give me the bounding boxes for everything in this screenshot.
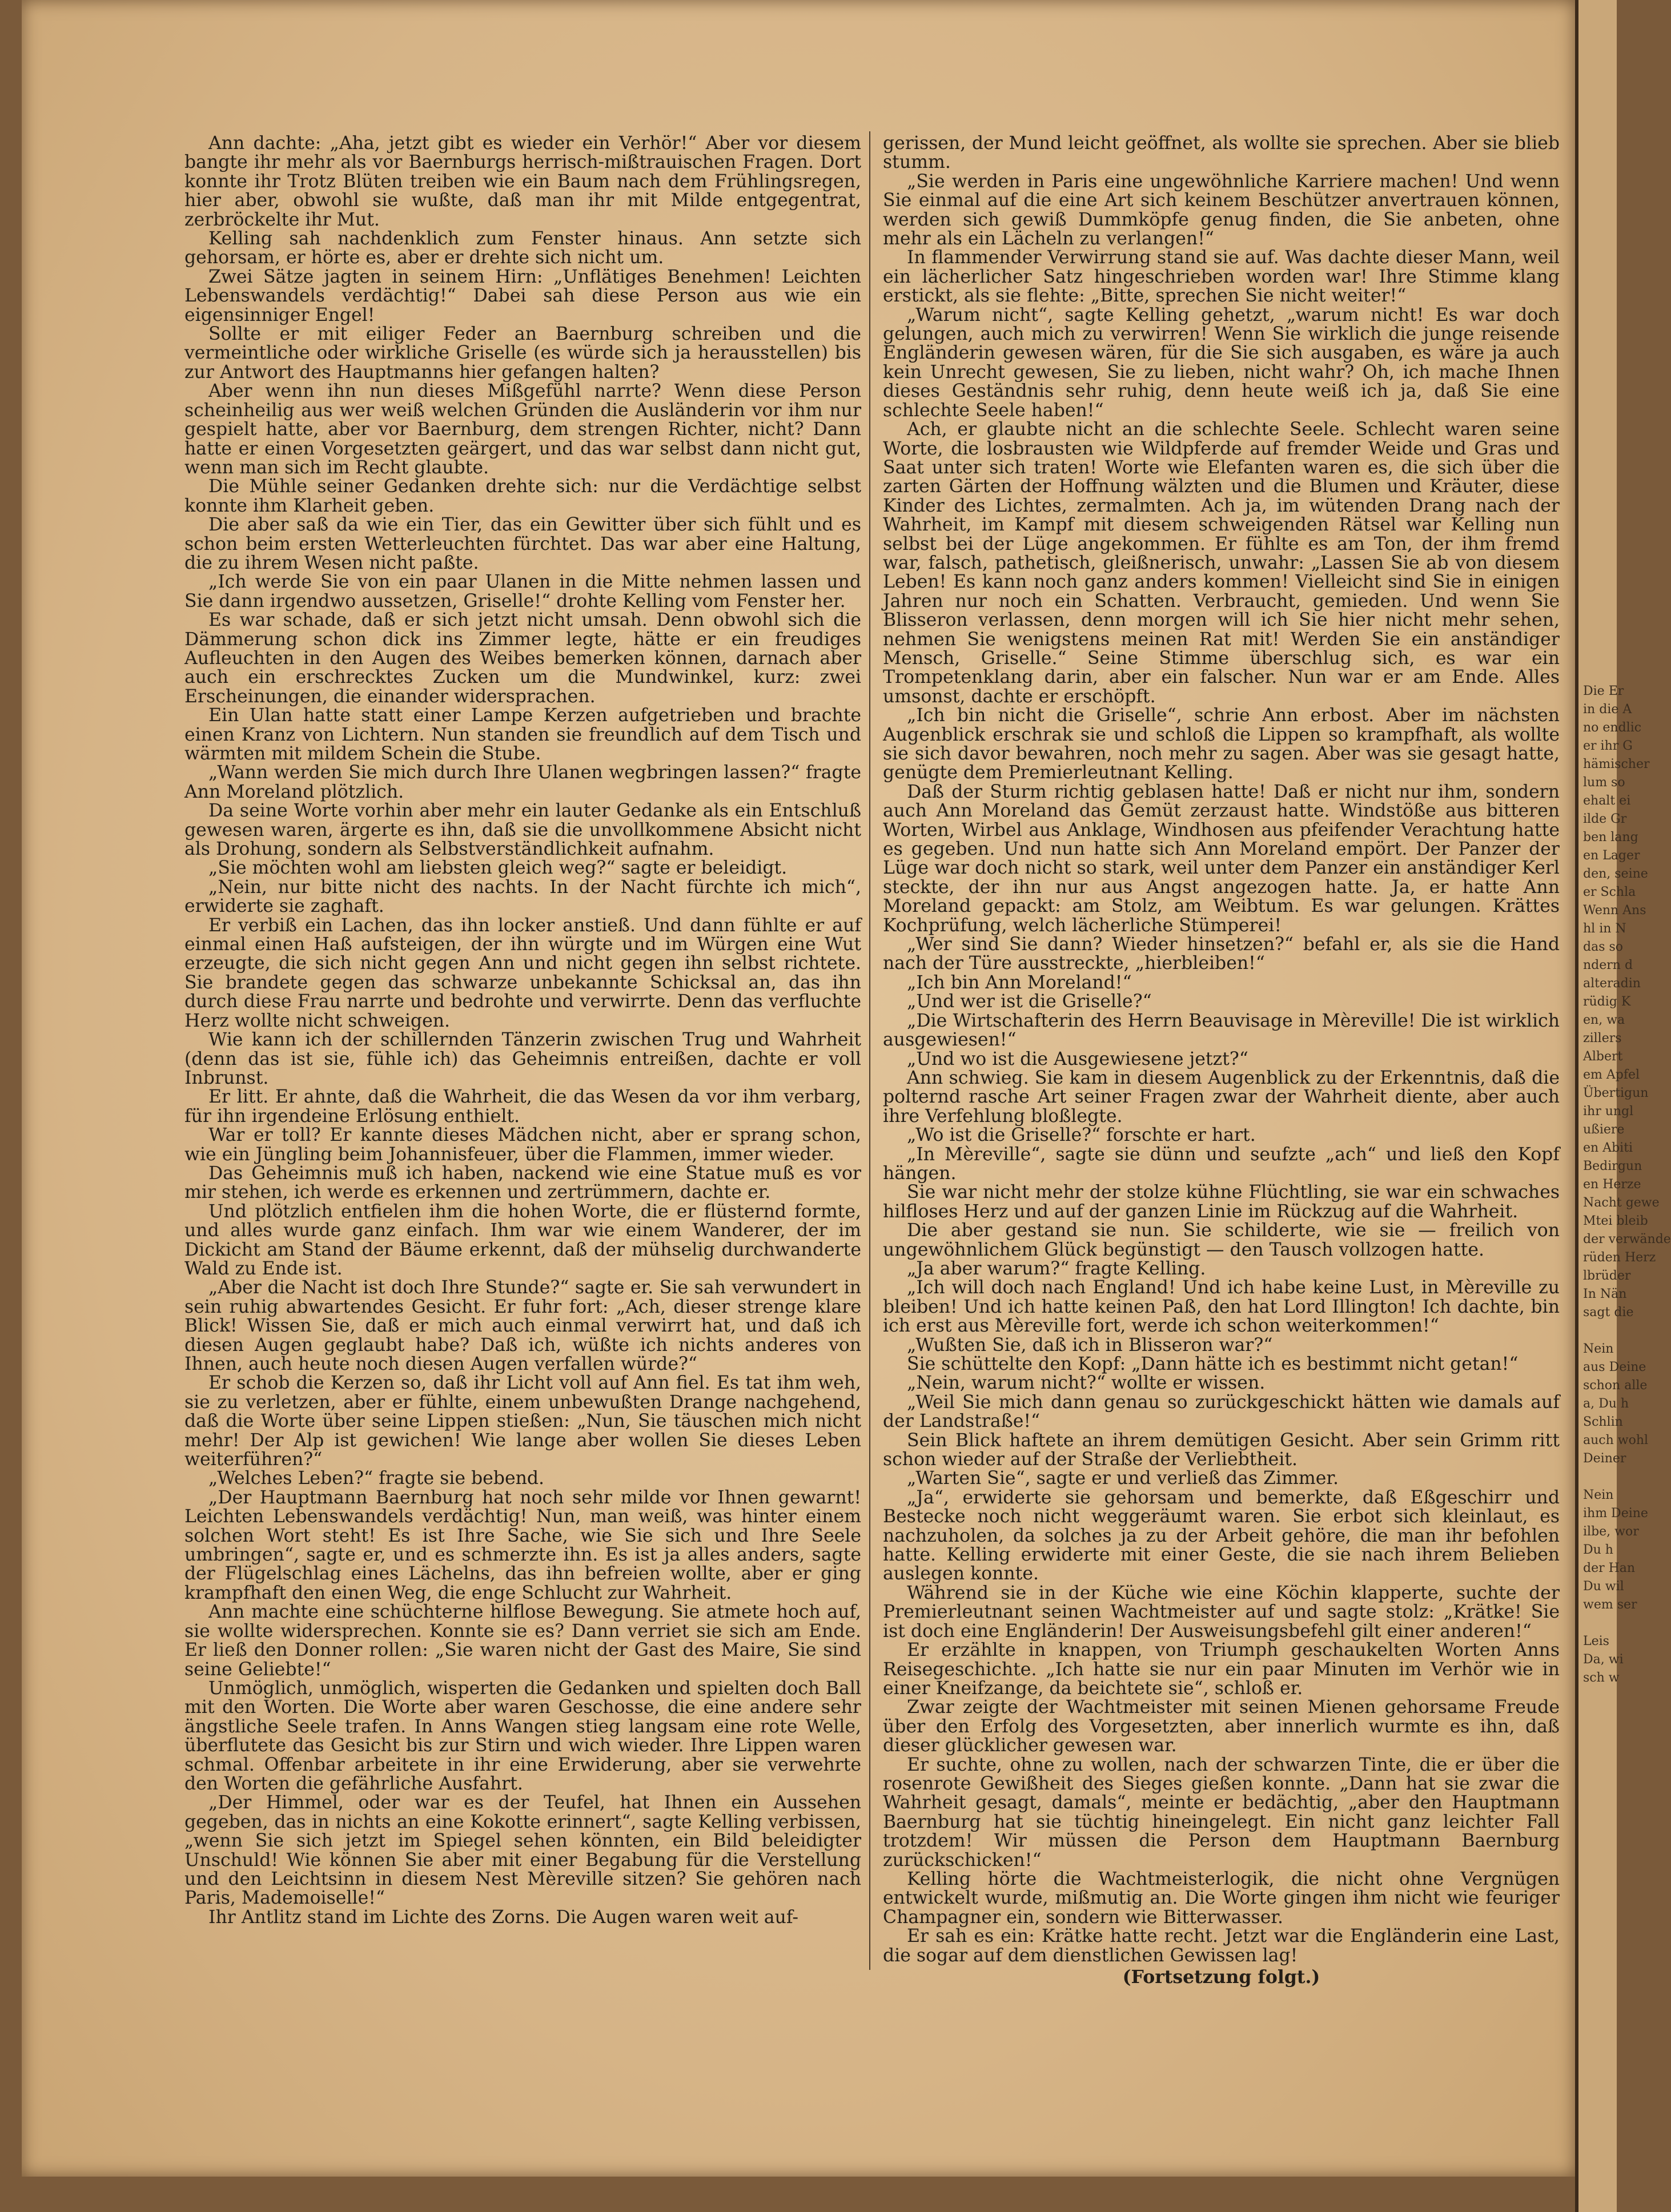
fragment-line: zillers <box>1583 1031 1622 1045</box>
fragment-line: rüden Herz <box>1583 1250 1656 1265</box>
paragraph: „Wann werden Sie mich durch Ihre Ulanen wegbringen lassen?“ fragte Ann Moreland plötzlich. <box>184 762 861 802</box>
paragraph: Während sie in der Küche wie eine Köchin klapperte, suchte der Premierleutnant seinen Wachtmeister auf und sagte stolz: „Krätke! Sie ist doch eine Engländerin! Der Ausweisungsbefehl gilt einer anderen!“ <box>883 1582 1560 1642</box>
paragraph: „Der Hauptmann Baernburg hat noch sehr milde vor Ihnen gewarnt! Leichten Lebenswandels verdächtig! Nun, man weiß, was hinter einem solchen Wort steht! Es ist Ihre Sache, wie Sie sich und Ihre Seele umbringen“, sagte er, und es schmerzte ihn. Es ist ja alles anders, sagte der Flügelschlag eines Lächelns, das ihn befreien wollte, aber er ging krampfhaft den einen Weg, die enge Schlucht zur Wahrheit. <box>184 1487 861 1603</box>
fragment-line: Bedirgun <box>1583 1159 1642 1173</box>
paragraph: gerissen, der Mund leicht geöffnet, als wollte sie sprechen. Aber sie blieb stumm. <box>883 133 1560 173</box>
paragraph: „Sie werden in Paris eine ungewöhnliche Karriere machen! Und wenn Sie einmal auf die eine Art sich keinem Beschützer anvertrauen können, werden sich gewiß Dummköpfe genug finden, die Sie anbeten, ohne mehr als ein Lächeln zu verlangen!“ <box>883 171 1560 250</box>
paragraph: War er toll? Er kannte dieses Mädchen nicht, aber er sprang schon, wie ein Jüngling beim Johannisfeuer, über die Flammen, immer wieder. <box>184 1125 861 1165</box>
fragment-line: Da, wi <box>1583 1652 1624 1667</box>
fragment-line: wem ser <box>1583 1598 1637 1612</box>
continuation-note: (Fortsetzung folgt.) <box>1122 1966 1320 1988</box>
fragment-line: Wenn Ans <box>1583 903 1646 918</box>
paragraph: Er suchte, ohne zu wollen, nach der schwarzen Tinte, die er über die rosenrote Gewißheit des Sieges gießen konnte. „Dann hat sie zwar die Wahrheit gesagt, damals“, meinte er bedächtig, „aber den Hauptmann Baernburg hat sie tüchtig hineingelegt. Ein nicht ganz leichter Fall trotzdem! Wir müssen die Person dem Hauptmann Baernburg zurückschicken!“ <box>883 1754 1560 1871</box>
paragraph: Zwei Sätze jagten in seinem Hirn: „Unflätiges Benehmen! Leichten Lebenswandels verdächtig!“ Dabei sah diese Person aus wie ein eigensinniger Engel! <box>184 266 861 325</box>
fragment-line: Du h <box>1583 1543 1613 1557</box>
paragraph: Sie schüttelte den Kopf: „Dann hätte ich es bestimmt nicht getan!“ <box>907 1354 1519 1374</box>
fragment-line: no endlic <box>1583 721 1642 735</box>
fragment-line: In Nän <box>1583 1287 1627 1301</box>
adjacent-page-text-fragments <box>1583 682 1671 1687</box>
fragment-line: hämischer <box>1583 757 1650 771</box>
paragraph: Sein Blick haftete an ihrem demütigen Gesicht. Aber sein Grimm ritt schon wieder auf der Straße der Verliebtheit. <box>883 1430 1560 1470</box>
fragment-line: Nacht gewe <box>1583 1196 1660 1210</box>
paragraph: „Ich bin nicht die Griselle“, schrie Ann erbost. Aber im nächsten Augenblick erschrak sie und schloß die Lippen so krampfhaft, als wollte sie sich davor bewahren, noch mehr zu sagen. Aber was sie gesagt hatte, genügte dem Premierleutnant Kelling. <box>883 705 1560 783</box>
paragraph: Aber wenn ihn nun dieses Mißgefühl narrte? Wenn diese Person scheinheilig aus wer weiß welchen Gründen die Ausländerin vor ihm nur gespielt hatte, aber vor Baernburg, dem strengen Richter, nicht? Dann hatte er einen Vorgesetzten geärgert, und das war selbst dann nicht gut, wenn man sich im Recht glaubte. <box>184 381 861 478</box>
paragraph: Und plötzlich entfielen ihm die hohen Worte, die er flüsternd formte, und alles wurde ganz einfach. Ihm war wie einem Wanderer, der im Dickicht am Stand der Bäume erkennt, daß der mühselig durchwanderte Wald zu Ende ist. <box>184 1201 861 1279</box>
paragraph: „Nein, warum nicht?“ wollte er wissen. <box>907 1373 1266 1394</box>
paragraph: „Wußten Sie, daß ich in Blisseron war?“ <box>907 1334 1273 1356</box>
paragraph: Er schob die Kerzen so, daß ihr Licht voll auf Ann fiel. Es tat ihm weh, sie zu verletzen, aber er fühlte, einem unbewußten Drange nachgehend, daß die Worte über seine Lippen stießen: „Nun, Sie täuschen mich nicht mehr! Der Alp ist gewichen! Wie lange aber wollen Sie dieses Leben weiterführen?“ <box>184 1373 861 1470</box>
paragraph: „Warten Sie“, sagte er und verließ das Zimmer. <box>907 1468 1339 1489</box>
fragment-line: alteradin <box>1583 976 1641 991</box>
paragraph: „Weil Sie mich dann genau so zurückgeschickt hätten wie damals auf der Landstraße!“ <box>883 1391 1560 1432</box>
fragment-line: Nein <box>1583 1488 1614 1502</box>
fragment-line: sagt die <box>1583 1305 1634 1320</box>
paragraph: „Die Wirtschafterin des Herrn Beauvisage in Mèreville! Die ist wirklich ausgewiesen!“ <box>883 1010 1560 1051</box>
fragment-line: Mtei bleib <box>1583 1214 1648 1228</box>
paragraph: „Aber die Nacht ist doch Ihre Stunde?“ sagte er. Sie sah verwundert in sein ruhig abwartendes Gesicht. Er fuhr fort: „Ach, dieser strenge klare Blick! Wissen Sie, daß er mich auch einmal verwirrt hat, und daß ich diesen Augen geglaubt habe? Daß ich, wüßte ich nichts anderes von Ihnen, auch heute noch diesen Augen verfallen würde?“ <box>184 1277 861 1374</box>
fragment-line: Schlin <box>1583 1415 1623 1429</box>
paragraph: „Und wo ist die Ausgewiesene jetzt?“ <box>907 1048 1248 1069</box>
fragment-line: en Abiti <box>1583 1141 1633 1155</box>
paragraph: „Ich bin Ann Moreland!“ <box>907 972 1132 993</box>
paragraph: „Ich werde Sie von ein paar Ulanen in die Mitte nehmen lassen und Sie dann irgendwo aussetzen, Griselle!“ drohte Kelling vom Fenster her. <box>184 572 861 612</box>
fragment-line: Die Er <box>1583 684 1624 698</box>
paragraph: Ein Ulan hatte statt einer Lampe Kerzen aufgetrieben und brachte einen Kranz von Lichtern. Nun standen sie freundlich auf dem Tisch und wärmten mit mildem Schein die Stube. <box>184 705 861 764</box>
fragment-line: Deiner <box>1583 1451 1626 1466</box>
fragment-line <box>1583 1614 1617 1632</box>
paragraph: Da seine Worte vorhin aber mehr ein lauter Gedanke als ein Entschluß gewesen waren, ärgerte es ihn, daß sie die unvollkommene Absicht nicht als Drohung, sondern als Selbstverständlichkeit aufnahm. <box>184 801 861 860</box>
column-divider <box>869 131 870 1970</box>
fragment-line: der Han <box>1583 1561 1636 1575</box>
fragment-line: ndern d <box>1583 958 1633 972</box>
paragraph: Daß der Sturm richtig geblasen hatte! Daß er nicht nur ihm, sondern auch Ann Moreland das Gemüt zerzaust hatte. Windstöße aus bitteren Worten, Wirbel aus Anklage, Windhosen aus pfeifender Verachtung hatte es gegeben. Und nun hatte sich Ann Moreland empört. Der Panzer der Lüge war doch nicht so stark, weil unter dem Panzer ein anständiger Kerl steckte, der ihn nur aus Angst angezogen hatte. Ja, er hatte Ann Moreland gepackt: am Stolz, am Weibtum. Es war gelungen. Krättes Kochprüfung, welch lächerliche Stümperei! <box>883 781 1560 936</box>
paragraph: Er sah es ein: Krätke hatte recht. Jetzt war die Engländerin eine Last, die sogar auf dem dienstlichen Gewissen lag! <box>883 1926 1560 1966</box>
fragment-line: hl in N <box>1583 922 1626 936</box>
paragraph: Er verbiß ein Lachen, das ihn locker anstieß. Und dann fühlte er auf einmal einen Haß aufsteigen, der ihn würgte und im Würgen eine Wut erzeugte, die sich nicht gegen Ann und nicht gegen ihn selbst richtete. Sie brandete gegen das schwarze unbekannte Schicksal an, das ihn durch diese Frau narrte und bedrohte und verwirrte. Denn das verfluchte Herz wollte nicht schweigen. <box>184 915 861 1031</box>
paragraph: „Sie möchten wohl am liebsten gleich weg?“ sagte er beleidigt. <box>208 858 788 879</box>
fragment-line: schon alle <box>1583 1378 1648 1393</box>
paragraph: Sollte er mit eiliger Feder an Baernburg schreiben und die vermeintliche oder wirkliche Griselle (es würde sich ja herausstellen) bis zur Antwort des Hauptmanns hier gefangen halten? <box>184 324 861 383</box>
fragment-line: en Herze <box>1583 1177 1641 1192</box>
fragment-line: er Schla <box>1583 885 1636 899</box>
fragment-line: den, seine <box>1583 867 1648 881</box>
paragraph: Ann schwieg. Sie kam in diesem Augenblick zu der Erkenntnis, daß die polternd rasche Art seiner Fragen zwar der Wahrheit diente, aber auch ihre Verfehlung bloßlegte. <box>883 1067 1560 1127</box>
paragraph: Er litt. Er ahnte, daß die Wahrheit, die das Wesen da vor ihm verbarg, für ihn irgendeine Erlösung enthielt. <box>184 1087 861 1127</box>
fragment-line: ußiere <box>1583 1123 1625 1137</box>
paragraph: „Der Himmel, oder war es der Teufel, hat Ihnen ein Aussehen gegeben, das in nichts an eine Kokotte erinnert“, sagte Kelling verbissen, „wenn Sie sich jetzt im Spiegel sehen könnten, ein Bild beleidigter Unschuld! Wie können Sie aber mit einer Begabung für die Verstellung und den Leichtsinn in diesem Nest Mèreville sitzen? Sie gehören nach Paris, Mademoiselle!“ <box>184 1792 861 1909</box>
fragment-line: aus Deine <box>1583 1360 1646 1374</box>
fragment-line: er ihr G <box>1583 739 1633 753</box>
paragraph: Ann dachte: „Aha, jetzt gibt es wieder ein Verhör!“ Aber vor diesem bangte ihr mehr als vor Baernburgs herrisch-mißtrauischen Fragen. Dort konnte ihr Trotz Blüten treiben wie ein Baum nach dem Frühlingsregen, hier aber, obwohl sie wußte, daß man ihr mit Milde entgegentrat, zerbröckelte ihr Mut. <box>184 133 861 230</box>
fragment-line: Du wil <box>1583 1579 1624 1594</box>
fragment-line: rüdig K <box>1583 995 1631 1009</box>
paragraph: „Welches Leben?“ fragte sie bebend. <box>208 1468 545 1489</box>
fragment-line: lbrüder <box>1583 1269 1631 1283</box>
paragraph: Zwar zeigte der Wachtmeister mit seinen Mienen gehorsame Freude über den Erfolg des Vorgesetzten, aber innerlich wurmte es ihn, daß dieser glücklicher gewesen war. <box>883 1697 1560 1756</box>
fragment-line: en Lager <box>1583 848 1640 863</box>
fragment-line: ben lang <box>1583 830 1638 844</box>
fragment-line <box>1583 1322 1617 1340</box>
adjacent-page-edge <box>1575 0 1671 2212</box>
paragraph: „Wo ist die Griselle?“ forschte er hart. <box>907 1125 1256 1146</box>
fragment-line: das so <box>1583 940 1624 954</box>
fragment-line: ihm Deine <box>1583 1506 1648 1521</box>
right-text-column <box>883 134 1560 1986</box>
paragraph: „Warum nicht“, sagte Kelling gehetzt, „warum nicht! Es war doch gelungen, auch mich zu verwirren! Wenn Sie wirklich die junge reisende Engländerin gewesen wären, für die Sie sich ausgaben, es wäre ja auch kein Unrecht gewesen, Sie zu lieben, nicht wahr? Oh, ich mache Ihnen dieses Geständnis sehr ruhig, denn heute weiß ich ja, daß Sie eine schlechte Seele haben!“ <box>883 304 1560 421</box>
paragraph: Wie kann ich der schillernden Tänzerin zwischen Trug und Wahrheit (denn das ist sie, fühle ich) das Geheimnis entreißen, dachte er voll Inbrunst. <box>184 1029 861 1088</box>
paragraph: Ihr Antlitz stand im Lichte des Zorns. Die Augen waren weit auf- <box>208 1907 799 1928</box>
fragment-line: en, wa <box>1583 1013 1625 1027</box>
fragment-line: Leis <box>1583 1634 1609 1648</box>
paragraph: „Nein, nur bitte nicht des nachts. In der Nacht fürchte ich mich“, erwiderte sie zaghaft. <box>184 876 861 917</box>
paragraph: Die aber saß da wie ein Tier, das ein Gewitter über sich fühlt und es schon beim ersten Wetterleuchten fürchtet. Das war aber eine Haltung, die zu ihrem Wesen nicht paßte. <box>184 514 861 573</box>
paragraph: Ach, er glaubte nicht an die schlechte Seele. Schlecht waren seine Worte, die losbrausten wie Wildpferde auf fremder Weide und Gras und Saat unter sich traten! Worte wie Elefanten waren es, die sich über die zarten Gärten der Hoffnung wälzten und die Blumen und Kräuter, diese Kinder des Lichtes, zermalmten. Ach ja, im wütenden Drang nach der Wahrheit, im Kampf mit diesem schweigenden Rätsel war Kelling nun selbst bei der Lüge angekommen. Er fühlte es am Ton, der ihm fremd war, falsch, pathetisch, gleißnerisch, unwahr: „Lassen Sie ab von diesem Leben! Es kann noch ganz anders kommen! Vielleicht sind Sie in einigen Jahren nur noch ein Schatten. Verbraucht, gemieden. Und wenn Sie Blisseron verlassen, denn morgen will ich Sie hier nicht mehr sehen, nehmen Sie wenigstens meinen Rat mit! Werden Sie ein anständiger Mensch, Griselle.“ Seine Stimme überschlug sich, es war ein Trompetenklang darin, aber ein falscher. Nun war er am Ende. Alles umsonst, dachte er erschöpft. <box>883 419 1560 707</box>
fragment-line: in die A <box>1583 702 1632 717</box>
fragment-line: der verwände <box>1583 1232 1671 1246</box>
fragment-line: Albert <box>1583 1049 1623 1064</box>
paragraph: Unmöglich, unmöglich, wisperten die Gedanken und spielten doch Ball mit den Worten. Die Worte aber waren Geschosse, die eine andere sehr ängstliche Seele trafen. In Anns Wangen stieg langsam eine rote Welle, überflutete das Gesicht bis zur Stirn und wich wieder. Ihre Lippen waren schmal. Offenbar arbeitete in ihr eine Erwiderung, aber sie verwehrte den Worten die gefährliche Ausfahrt. <box>184 1678 861 1794</box>
fragment-line: Nein <box>1583 1342 1614 1356</box>
paragraph: „Ich will doch nach England! Und ich habe keine Lust, in Mèreville zu bleiben! Und ich hatte keinen Paß, den hat Lord Illington! Ich dachte, bin ich erst aus Mèreville fort, werde ich schon weiterkommen!“ <box>883 1277 1560 1337</box>
paragraph: Es war schade, daß er sich jetzt nicht umsah. Denn obwohl sich die Dämmerung schon dick ins Zimmer legte, hätte er ein freudiges Aufleuchten in den Augen des Weibes bemerken können, darnach aber auch ein erschrecktes Zucken um die Mundwinkel, kurz: zwei Erscheinungen, die einander widersprachen. <box>184 610 861 707</box>
paragraph: Kelling sah nachdenklich zum Fenster hinaus. Ann setzte sich gehorsam, er hörte es, aber er drehte sich nicht um. <box>184 228 861 268</box>
left-text-column <box>184 134 861 1927</box>
paragraph: „Und wer ist die Griselle?“ <box>907 991 1152 1012</box>
fragment-line: lum so <box>1583 775 1625 790</box>
paragraph: Die Mühle seiner Gedanken drehte sich: nur die Verdächtige selbst konnte ihm Klarheit geben. <box>184 476 861 516</box>
fragment-line: Übertigun <box>1583 1086 1649 1100</box>
paragraph: Er erzählte in knappen, von Triumph geschaukelten Worten Anns Reisegeschichte. „Ich hatte sie nur ein paar Minuten im Verhör wie in einer Kneifzange, da beichtete sie“, schloß er. <box>883 1640 1560 1699</box>
fragment-line: ilbe, wor <box>1583 1525 1639 1539</box>
paragraph: Kelling hörte die Wachtmeisterlogik, die nicht ohne Vergnügen entwickelt wurde, mißmutig an. Die Worte gingen ihm nicht wie feuriger Champagner ein, sondern wie Bitterwasser. <box>883 1868 1560 1928</box>
paragraph: Ann machte eine schüchterne hilflose Bewegung. Sie atmete hoch auf, sie wollte widersprechen. Konnte sie es? Dann verriet sie sich am Ende. Er ließ den Donner rollen: „Sie waren nicht der Gast des Maire, Sie sind seine Geliebte!“ <box>184 1602 861 1680</box>
paragraph: Sie war nicht mehr der stolze kühne Flüchtling, sie war ein schwaches hilfloses Herz und auf der ganzen Linie im Rückzug auf die Wahrheit. <box>883 1182 1560 1222</box>
fragment-line: auch wohl <box>1583 1433 1649 1447</box>
fragment-line: ihr ungl <box>1583 1104 1634 1119</box>
paragraph: In flammender Verwirrung stand sie auf. Was dachte dieser Mann, weil ein lächerlicher Satz hingeschrieben worden war! Ihre Stimme klang erstickt, als sie flehte: „Bitte, sprechen Sie nicht weiter!“ <box>883 247 1560 307</box>
newspaper-page <box>22 0 1575 2177</box>
fragment-line: em Apfel <box>1583 1068 1640 1082</box>
paragraph: „Ja aber warum?“ fragte Kelling. <box>907 1258 1206 1279</box>
paragraph: „Ja“, erwiderte sie gehorsam und bemerkte, daß Eßgeschirr und Bestecke noch nicht weggeräumt waren. Sie erbot sich kleinlaut, es nachzuholen, da solches ja zu der Arbeit gehöre, die man ihr befohlen hatte. Kelling erwiderte mit einer Geste, die sie nach ihrem Belieben auslegen konnte. <box>883 1487 1560 1584</box>
paragraph: Die aber gestand sie nun. Sie schilderte, wie sie — freilich von ungewöhnlichem Glück begünstigt — den Tausch vollzogen hatte. <box>883 1220 1560 1260</box>
fragment-line: ilde Gr <box>1583 812 1627 826</box>
paragraph: „Wer sind Sie dann? Wieder hinsetzen?“ befahl er, als sie die Hand nach der Türe ausstreckte, „hierbleiben!“ <box>883 934 1560 974</box>
paragraph: Das Geheimnis muß ich haben, nackend wie eine Statue muß es vor mir stehen, ich werde es erkennen und zertrümmern, dachte er. <box>184 1163 861 1203</box>
fragment-line: sch w <box>1583 1671 1620 1685</box>
fragment-line: ehalt ei <box>1583 794 1631 808</box>
paragraph: „In Mèreville“, sagte sie dünn und seufzte „ach“ und ließ den Kopf hängen. <box>883 1144 1560 1184</box>
fragment-line <box>1583 1468 1617 1486</box>
fragment-line: a, Du h <box>1583 1397 1629 1411</box>
